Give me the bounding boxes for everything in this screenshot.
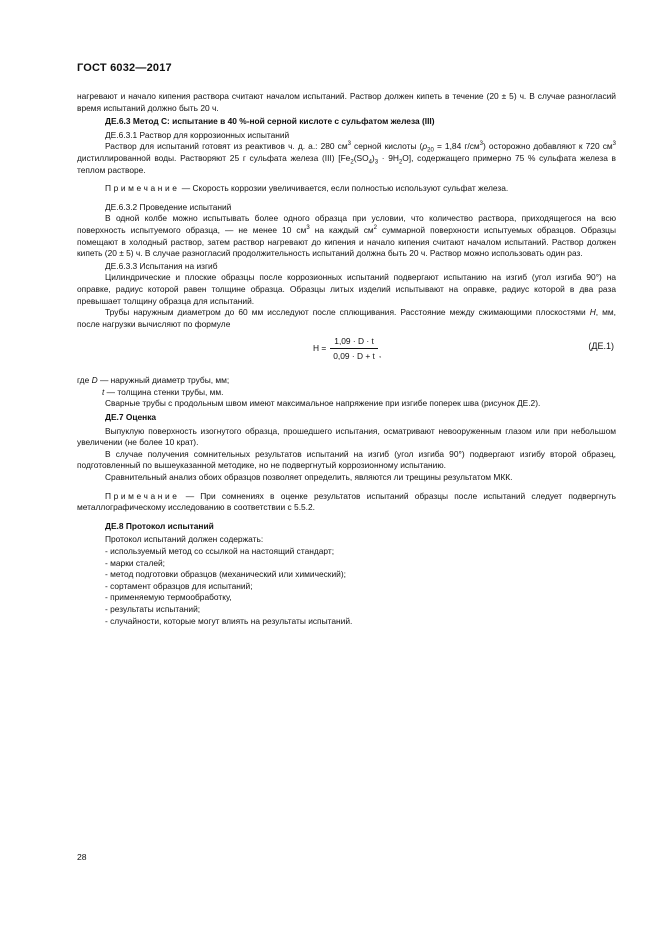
note-corrosion-rate: Примечание — Скорость коррозии увеличивается, если полностью используют сульфат железа. xyxy=(105,183,509,194)
paragraph-bend-test: Цилиндрические и плоские образцы после коррозионных испытаний подвергают испытанию на изгиб (угол изгиба 90°) на оправке, радиус которой равен толщине образца. Образцы литых изделий испытывают на оправке, радиус которой в два раза превышает толщину образца для испытаний. xyxy=(77,272,616,306)
formula-legend-d: где D — наружный диаметр трубы, мм; xyxy=(77,375,230,386)
paragraph-protocol-intro: Протокол испытаний должен содержать: xyxy=(105,534,264,545)
paragraph-evaluation-1: Выпуклую поверхность изогнутого образца, прошедшего испытания, осматривают невооруженным глазом или при небольшом увеличении (не более 10 крат). xyxy=(77,425,616,448)
protocol-list xyxy=(77,546,616,627)
subsection-heading-de631: ДЕ.6.3.1 Раствор для коррозионных испытаний xyxy=(105,129,290,140)
document-header: ГОСТ 6032—2017 xyxy=(77,62,172,74)
subsection-heading-de633: ДЕ.6.3.3 Испытания на изгиб xyxy=(105,260,218,271)
paragraph-solution-preparation: Раствор для испытаний готовят из реактивов ч. д. а.: 280 $см^3$ серной кислоты ($\rho_{20} = 1,84$ $г/см^3$) осторожно добавляют к 720 $см^3$ дистиллированной воды. Растворяют 25 г сульфата железа (III) $[Fe_2(SO_4)_3 \cdot 9H_2O]$, содержащего примерно 75 % сульфата железа в теплом растворе. xyxy=(77,141,617,175)
list-item: - применяемую термообработку, xyxy=(105,592,232,603)
paragraph-pipe-flattening: Трубы наружным диаметром до 60 мм исследуют после сплющивания. Расстояние между сжимающими плоскостями H, мм, после нагрузки вычисляют по формуле xyxy=(77,307,616,329)
list-item: - метод подготовки образцов (механический или химический); xyxy=(105,569,346,580)
formula-comma: , xyxy=(378,348,382,359)
formula-numerator: 1,09 · D · t xyxy=(330,334,378,349)
paragraph-evaluation-3: Сравнительный анализ обоих образцов позволяет определить, являются ли трещины результатом МКК. xyxy=(105,472,513,483)
intro-paragraph: нагревают и начало кипения раствора считают началом испытаний. Раствор должен кипеть в течение (20 ± 5) ч. В случае разногласий время испытаний должно быть 20 ч. xyxy=(77,91,616,113)
formula-de1 xyxy=(77,333,616,373)
section-heading-de8: ДЕ.8 Протокол испытаний xyxy=(105,520,214,531)
list-item: - случайности, которые могут влиять на результаты испытаний. xyxy=(105,615,353,626)
note-metallography: Примечание — При сомнениях в оценке результатов испытаний образцы после испытаний следует подвергнуть металлографическому исследованию в соответствии с 5.5.2. xyxy=(77,490,616,513)
formula-denominator: 0,09 · D + t xyxy=(333,351,375,362)
formula-legend-t: t — толщина стенки трубы, мм. xyxy=(102,386,224,397)
list-item: - используемый метод со ссылкой на настоящий стандарт; xyxy=(105,546,335,556)
paragraph-evaluation-2: В случае получения сомнительных результатов испытаний на изгиб (угол изгиба 90°) подвергают изгибу второй образец, подготовленный по вышеуказанной методике, но не подвергнутый коррозионному испытанию. xyxy=(77,448,616,471)
section-heading-de7: ДЕ.7 Оценка xyxy=(105,412,157,423)
paragraph-test-procedure: В одной колбе можно испытывать более одного образца при условии, что количество раствора, приходящегося на всю поверхность испытуемого образца, — не менее 10 $см^3$ на каждый $см^2$ суммарной поверхности испытуемых образцов. Образцы помещают в холодный раствор, затем раствор нагревают до кипения и начало кипения считают началом испытаний. Раствор должен кипеть (20 ± 5) ч. В случае разногласий продолжительность испытаний должна быть 20 ч. Раствор можно использовать один раз. xyxy=(77,213,616,259)
list-item: - результаты испытаний; xyxy=(105,603,201,614)
formula-number: (ДЕ.1) xyxy=(588,341,614,352)
subsection-heading-de632: ДЕ.6.3.2 Проведение испытаний xyxy=(105,201,232,212)
list-item: - марки сталей; xyxy=(105,557,165,568)
paragraph-welded-pipes: Сварные трубы с продольным швом имеют максимальное напряжение при изгибе поперек шва (рисунок ДЕ.2). xyxy=(105,398,541,409)
formula-lhs: H = xyxy=(313,342,327,353)
page-body xyxy=(77,91,616,627)
formula-fraction xyxy=(330,334,378,363)
section-heading-de63: ДЕ.6.3 Метод С: испытание в 40 %-ной серной кислоте с сульфатом железа (III) xyxy=(105,116,435,127)
formula-expression xyxy=(313,334,381,363)
list-item: - сортамент образцов для испытаний; xyxy=(105,580,253,591)
page-number: 28 xyxy=(77,852,87,862)
